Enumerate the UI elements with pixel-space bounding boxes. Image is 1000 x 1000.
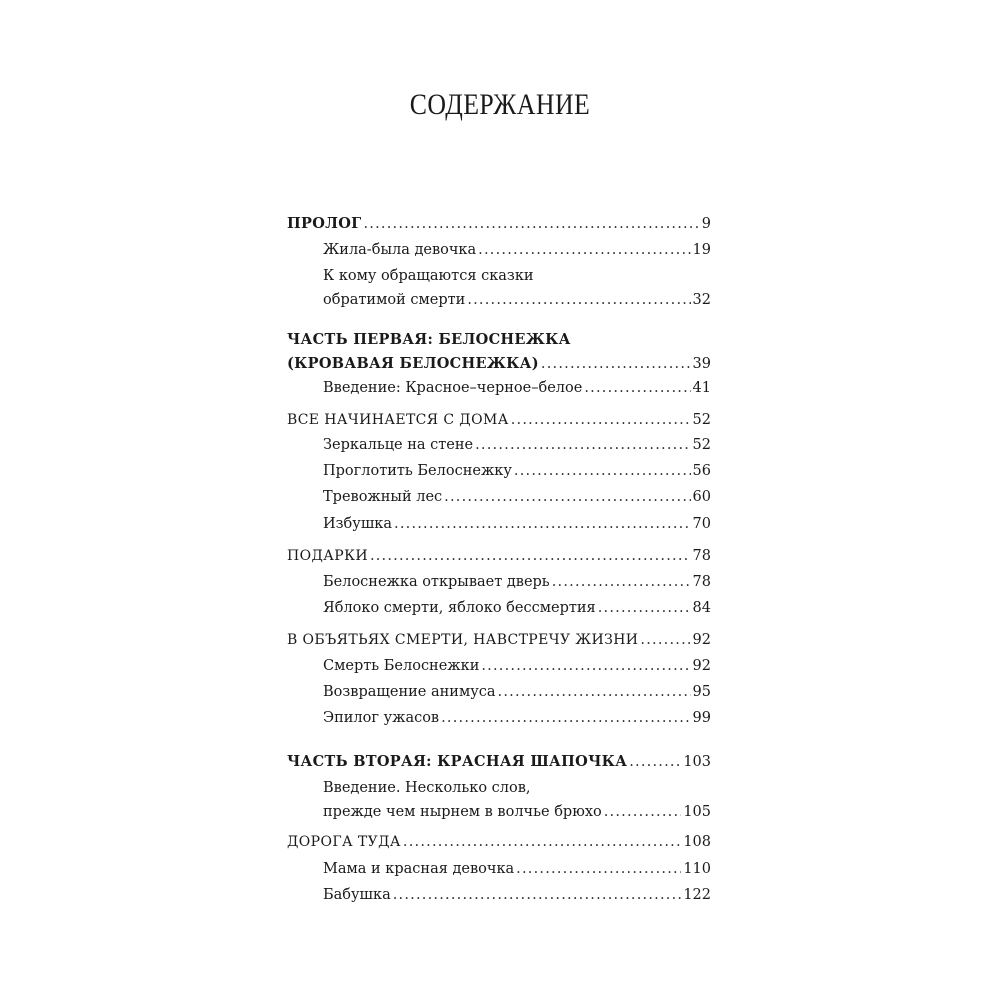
toc-entry xyxy=(287,883,711,907)
toc-entry xyxy=(287,654,711,678)
page-number: 103 xyxy=(683,754,711,770)
toc-entry xyxy=(287,264,711,312)
page-number: 95 xyxy=(692,684,711,700)
dot-leader xyxy=(478,238,690,262)
toc-entry-title: Введение. Несколько слов, xyxy=(323,780,531,796)
dot-leader xyxy=(584,376,690,400)
page-number: 122 xyxy=(683,887,711,903)
toc-entry-title: ДОРОГА ТУДА xyxy=(287,834,401,850)
page-number: 52 xyxy=(692,412,711,428)
dot-leader xyxy=(511,408,691,432)
toc-entry-line xyxy=(323,680,711,704)
toc-entry xyxy=(287,706,711,730)
toc-entry xyxy=(287,238,711,262)
toc-entry-title: Избушка xyxy=(323,516,393,532)
dot-leader xyxy=(514,459,691,483)
page-number: 110 xyxy=(683,861,711,877)
page-number: 19 xyxy=(692,242,711,258)
toc-entry-line xyxy=(323,512,711,536)
toc-entry-line xyxy=(323,376,711,400)
toc-entry-line xyxy=(287,830,711,854)
toc-entry-title: ПРОЛОГ xyxy=(287,215,362,232)
page-number: 9 xyxy=(701,216,711,232)
page-number: 39 xyxy=(692,356,711,372)
toc-entry-line xyxy=(323,776,711,800)
toc-entry xyxy=(287,433,711,457)
toc-entry-title: Жила-была девочка xyxy=(323,242,477,258)
toc-entry-line xyxy=(323,883,711,907)
dot-leader xyxy=(393,883,682,907)
toc-entry-line xyxy=(323,654,711,678)
toc-entry-line xyxy=(287,328,711,352)
toc-entry-line xyxy=(287,408,711,432)
toc-entry xyxy=(287,628,711,652)
dot-leader xyxy=(444,485,690,509)
dot-leader xyxy=(598,596,691,620)
toc-entry xyxy=(287,408,711,432)
dot-leader xyxy=(552,570,691,594)
dot-leader xyxy=(475,433,690,457)
toc-entry-line xyxy=(323,800,711,824)
dot-leader xyxy=(541,352,691,376)
toc-entry-title: Яблоко смерти, яблоко бессмертия xyxy=(323,600,596,616)
toc-entry-title: Белоснежка открывает дверь xyxy=(323,574,550,590)
dot-leader xyxy=(498,680,691,704)
toc-entry-title: Зеркальце на стене xyxy=(323,437,474,453)
toc-entry-title: ВСЕ НАЧИНАЕТСЯ С ДОМА xyxy=(287,412,509,428)
toc-entry-title: обратимой смерти xyxy=(323,292,466,308)
toc-entry-title: прежде чем нырнем в волчье брюхо xyxy=(323,804,602,820)
toc-entry-title: Введение: Красное–черное–белое xyxy=(323,380,583,396)
page-number: 99 xyxy=(692,710,711,726)
toc-entry-line xyxy=(323,433,711,457)
toc-entry xyxy=(287,857,711,881)
dot-leader xyxy=(467,288,690,312)
page-number: 32 xyxy=(692,292,711,308)
page-number: 92 xyxy=(692,632,711,648)
toc-entry xyxy=(287,776,711,824)
dot-leader xyxy=(441,706,690,730)
toc-entry-line xyxy=(323,596,711,620)
toc-entry xyxy=(287,328,711,376)
page-number: 52 xyxy=(692,437,711,453)
dot-leader xyxy=(604,800,682,824)
toc-entry xyxy=(287,680,711,704)
toc-entry-line xyxy=(287,628,711,652)
toc-entry-line xyxy=(287,750,711,774)
dot-leader xyxy=(403,830,681,854)
page-number: 60 xyxy=(692,489,711,505)
page-number: 78 xyxy=(692,548,711,564)
toc-entry xyxy=(287,570,711,594)
toc-entry xyxy=(287,596,711,620)
toc-entry xyxy=(287,750,711,774)
toc-entry xyxy=(287,544,711,568)
page-number: 108 xyxy=(683,834,711,850)
toc-entry-title: ЧАСТЬ ВТОРАЯ: КРАСНАЯ ШАПОЧКА xyxy=(287,753,628,770)
toc-entry-line xyxy=(323,857,711,881)
page-number: 84 xyxy=(692,600,711,616)
toc-entry-title: Смерть Белоснежки xyxy=(323,658,480,674)
toc-entry-title: (КРОВАВАЯ БЕЛОСНЕЖКА) xyxy=(287,355,539,372)
toc-entry-title: Возвращение анимуса xyxy=(323,684,496,700)
dot-leader xyxy=(640,628,690,652)
toc-entry-title: Мама и красная девочка xyxy=(323,861,515,877)
dot-leader xyxy=(516,857,681,881)
page-number: 92 xyxy=(692,658,711,674)
page-number: 78 xyxy=(692,574,711,590)
page-number: 41 xyxy=(692,380,711,396)
dot-leader xyxy=(629,750,681,774)
toc-entry-line xyxy=(323,570,711,594)
dot-leader xyxy=(394,512,691,536)
toc-entry-title: Эпилог ужасов xyxy=(323,710,440,726)
toc-entry-title: ЧАСТЬ ПЕРВАЯ: БЕЛОСНЕЖКА xyxy=(287,331,571,348)
toc-entry xyxy=(287,212,711,236)
toc-entry-line xyxy=(323,238,711,262)
dot-leader xyxy=(370,544,691,568)
toc-entry xyxy=(287,485,711,509)
toc-entry-title: Проглотить Белоснежку xyxy=(323,463,512,479)
toc-entry-title: В ОБЪЯТЬЯХ СМЕРТИ, НАВСТРЕЧУ ЖИЗНИ xyxy=(287,632,639,648)
toc-entry xyxy=(287,376,711,400)
toc-entry-title: К кому обращаются сказки xyxy=(323,268,534,284)
page-number: 70 xyxy=(692,516,711,532)
toc-entry-title: ПОДАРКИ xyxy=(287,548,368,564)
toc-entry-line xyxy=(323,288,711,312)
page-number: 56 xyxy=(692,463,711,479)
toc-entry xyxy=(287,459,711,483)
toc-entry-line xyxy=(323,706,711,730)
toc-entry-line xyxy=(323,485,711,509)
dot-leader xyxy=(364,212,700,236)
toc-entry-line xyxy=(287,352,711,376)
toc-entry-line xyxy=(323,459,711,483)
toc-entry-line xyxy=(287,212,711,236)
toc-entry xyxy=(287,512,711,536)
page-number: 105 xyxy=(683,804,711,820)
dot-leader xyxy=(481,654,690,678)
toc-entry-title: Тревожный лес xyxy=(323,489,443,505)
toc-entry-line xyxy=(287,544,711,568)
toc-entry xyxy=(287,830,711,854)
toc-entry-title: Бабушка xyxy=(323,887,391,903)
toc-entry-line xyxy=(323,264,711,288)
page-title: СОДЕРЖАНИЕ xyxy=(409,88,591,121)
